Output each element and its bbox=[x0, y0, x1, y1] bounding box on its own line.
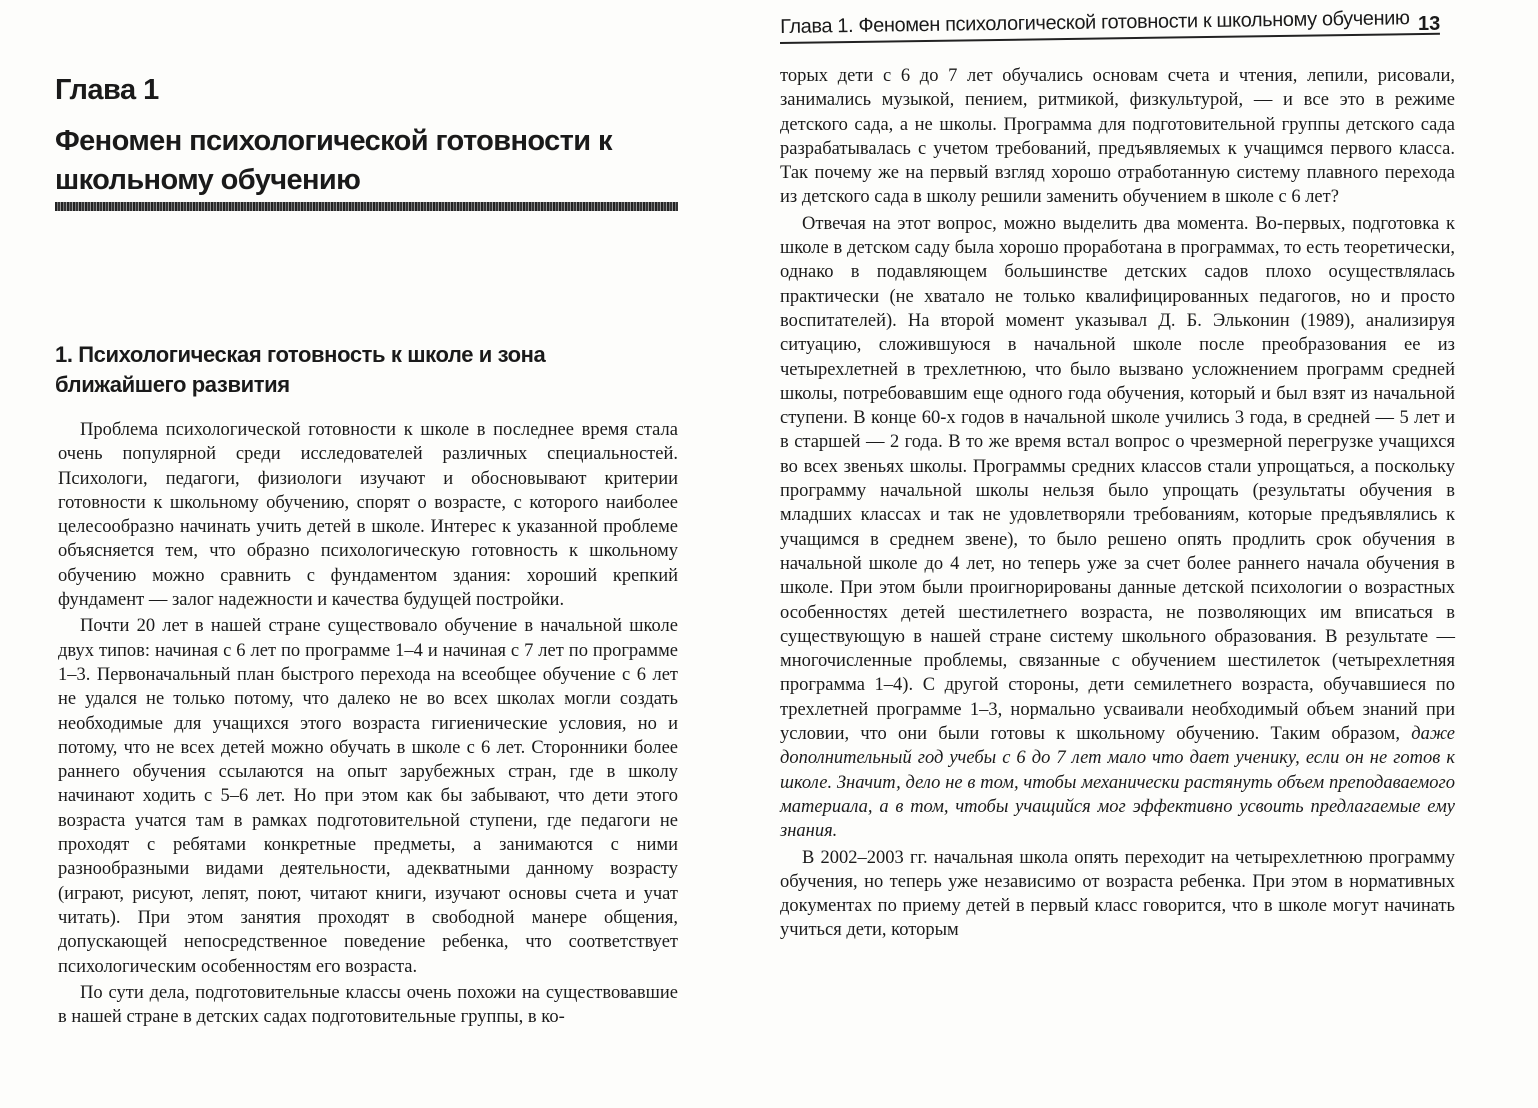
italic-conclusion: даже дополнительный год учебы с 6 до 7 лет мало что дает ученику, если он не готов к школе. Значит, дело не в том, чтобы механически растянуть объем преподаваемого материала, а в том, чтобы учащийся мог эффективно усвоить предлагаемые ему знания. bbox=[780, 724, 1456, 842]
right-paragraph-1: торых дети с 6 до 7 лет обучались основам счета и чтения, лепили, рисовали, занимались музыкой, пением, ритмикой, физкультурой, — и все это в режиме детского сада, а не школы. Программа для подготовительной группы детского сада разрабатывалась с учетом требований, предъявляемых к учащимся первого класса. Так почему же на первый взгляд хорошо отработанную систему плавного перехода из детского сада в школу решили заменить обучением в школе с 6 лет? bbox=[780, 66, 1455, 208]
right-page-body bbox=[780, 64, 1455, 943]
chapter-label: Глава 1 bbox=[55, 74, 159, 106]
left-paragraph-2: Почти 20 лет в нашей стране существовало обучение в начальной школе двух типов: начиная с 6 лет по программе 1–4 и начиная с 7 лет по программе 1–3. Первоначальный план быстрого перехода на всеобщее обучение с 6 лет не удался не только потому, что далеко не во всех школах могли создать необходимые для учащихся этого возраста гигиенические условия, но и потому, что не всех детей можно обучать в школе с 6 лет. Сторонники более раннего обучения ссылаются на опыт зарубежных стран, где в школу начинают ходить с 5–6 лет. Но при этом как бы забывают, что дети этого возраста учатся там в рамках подготовительной ступени, где педагоги не проходят с ребятами конкретные предметы, а занимаются с ними разнообразными видами деятельности, адекватными данному возрасту (играют, рисуют, лепят, поют, читают книги, изучают основы счета и учат читать). При этом занятия проходят в свободной манере общения, допускающей непосредственное поведение ребенка, что соответствует психологическим особенностям его возраста. bbox=[58, 616, 678, 977]
left-page-body bbox=[58, 418, 678, 1029]
left-paragraph-3: По сути дела, подготовительные классы очень похожи на существовавшие в нашей стране в детских садах подготовительные группы, в ко- bbox=[58, 982, 678, 1028]
right-paragraph-2 bbox=[780, 212, 1455, 844]
section-title: 1. Психологическая готовность к школе и зона ближайшего развития bbox=[55, 342, 546, 397]
running-head: Глава 1. Феномен психологической готовности к школьному обучению bbox=[780, 7, 1410, 38]
chapter-divider bbox=[55, 202, 678, 211]
left-paragraph-1: Проблема психологической готовности к школе в последнее время стала очень популярной среди исследователей различных специальностей. Психологи, педагоги, физиологи изучают и обосновывают критерии готовности к школьному обучению, спорят о возрасте, с которого наиболее целесообразно начинать учить детей в школе. Интерес к указанной проблеме объясняется тем, что образно психологическую готовность к школьному обучению можно сравнить с фундаментом здания: хороший крепкий фундамент — залог надежности и качества будущей постройки. bbox=[58, 420, 678, 611]
right-paragraph-2-text: Отвечая на этот вопрос, можно выделить два момента. Во-первых, подготовка к школе в детском саду была хорошо проработана в программах, то есть теоретически, однако в подавляющем большинстве детских садов плохо осуществлялась практически (не хватало не только квалифицированных педагогов, но и просто воспитателей). На второй момент указывал Д. Б. Эльконин (1989), анализируя ситуацию, сложившуюся в начальной школе после преобразования ее из четырехлетней в трехлетнюю, что было вызвано усложнением программ средней школы, потребовавшим еще одного года обучения, который и был взят из начальной ступени. В конце 60-х годов в начальной школе учились 3 года, в средней — 5 лет и в старшей — 2 года. В то же время встал вопрос о чрезмерной перегрузке учащихся во всех звеньях школы. Программы средних классов стали упрощаться, а поскольку программу начальной школы нельзя было упрощать (результаты обучения в младших классах и так не удовлетворяли требованиям, которые предъявлялись к учащимся в среднем звене), то было решено опять продлить срок обучения в начальной школе до 4 лет, но теперь уже за счет более раннего начала обучения в школе. При этом были проигнорированы данные детской психологии о возрастных особенностях детей шестилетнего возраста, не позволяющих им вписаться в существующую в нашей стране систему школьного образования. В результате — многочисленные проблемы, связанные с обучением шестилеток (четырехлетняя программа 1–4). С другой стороны, дети семилетнего возраста, обучавшиеся по трехлетней программе 1–3, нормально усваивали необходимый объем знаний при условии, что они были готовы к школьному обучению. Таким образом, bbox=[780, 213, 1455, 745]
page-number: 13 bbox=[1418, 13, 1441, 35]
right-paragraph-3: В 2002–2003 гг. начальная школа опять переходит на четырехлетнюю программу обучения, но теперь уже независимо от возраста ребенка. При этом в нормативных документах по приему детей в первый класс говорится, что в школе могут начинать учиться дети, которым bbox=[780, 847, 1455, 941]
chapter-title: Феномен психологической готовности к школьному обучению bbox=[55, 125, 612, 196]
